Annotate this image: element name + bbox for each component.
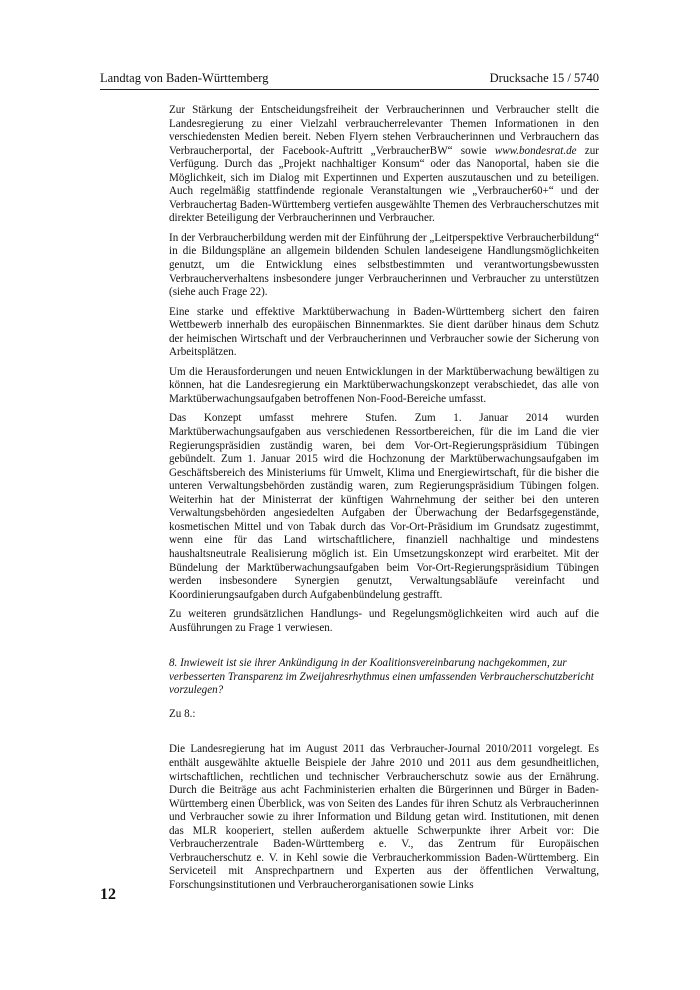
paragraph-concept-stages: Das Konzept umfasst mehrere Stufen. Zum 1. Januar 2014 wurden Marktüberwachungsaufgaben aus verschiedenen Ressortbereichen, für die im Land die vier Regierungspräsidien zuständig waren, bei dem Vor-Ort-Regierungspräsidium Tübingen gebündelt. Zum 1. Januar 2015 wird die Hochzonung der Marktüberwachungsaufgaben im Geschäftsbereich des Ministeriums für Umwelt, Klima und Energiewirtschaft, für die bisher die unteren Verwaltungsbehörden zuständig waren, zum Regierungspräsidium Tübingen folgen. Weiterhin hat der Ministerrat der künftigen Wahrnehmung der seither bei den unteren Verwaltungsbehörden angesiedelten Aufgaben der Überwachung der Bedarfsgegenstände, kosmetischen Mittel und von Tabak durch das Vor-Ort-Präsidium im Grundsatz zugestimmt, wenn eine für das Land wirtschaftlichere, finanziell nachhaltige und mindestens haushaltsneutrale Realisierung möglich ist. Ein Umsetzungskonzept wird erarbeitet. Mit der Bündelung der Marktüberwachungsaufgaben beim Vor-Ort-Regierungspräsidium Tübingen werden insbesondere Synergien genutzt, Verwaltungsabläufe vereinfacht und Koordinierungsaufgaben durch Aufgabenbündelung gestrafft. xyxy=(169,412,599,601)
paragraph-consumer-information: Zur Stärkung der Entscheidungsfreiheit der Verbraucherinnen und Verbraucher stellt die Landesregierung zu einer Vielzahl verbraucherrelevanter Themen Informationen in den verschiedensten Medien bereit. Neben Flyern stehen Verbraucherinnen und Verbrauchern das Verbraucherportal, der Facebook-Auftritt „VerbraucherBW“ sowie www.bondesrat.de zur Verfügung. Durch das „Projekt nachhaltiger Konsum“ oder das Nanoportal, haben sie die Möglichkeit, sich im Dialog mit Expertinnen und Experten auszutauschen und zu beteiligen. Auch regelmäßig stattfindende regionale Veranstaltungen wie „Verbraucher60+“ und der Verbrauchertag Baden-Württemberg vertiefen ausgewählte Themen des Verbraucherschutzes mit direkter Beteiligung der Verbraucherinnen und Verbraucher. xyxy=(169,104,599,225)
paragraph-market-surveillance: Eine starke und effektive Marktüberwachung in Baden-Württemberg sichert den fairen Wettbewerb innerhalb des europäischen Binnenmarktes. Sie dient darüber hinaus dem Schutz der heimischen Wirtschaft und der Verbraucherinnen und Verbraucher sowie der Sicherung von Arbeitsplätzen. xyxy=(169,305,599,359)
paragraph-consumer-journal: Die Landesregierung hat im August 2011 das Verbraucher-Journal 2010/2011 vorgelegt. Es enthält ausgewählte aktuelle Beispiele der Jahre 2010 und 2011 aus dem gesundheitlichen, wirtschaftlichen, rechtlichen und technischer Verbraucherschutz sowie aus der Ernährung. Durch die Beiträge aus acht Fachministerien erhalten die Bürgerinnen und Bürger in Baden-Württemberg einen Überblick, was von Seiten des Landes für ihren Schutz als Verbraucherinnen und Verbraucher sowie zu ihrer Information und Bildung getan wird. Institutionen, mit denen das MLR kooperiert, stellen außerdem aktuelle Schwerpunkte ihrer Arbeit vor: Die Verbraucherzentrale Baden-Württemberg e. V., das Zentrum für Europäischen Verbraucherschutz e. V. in Kehl sowie die Verbraucherkommission Baden-Württemberg. Ein Serviceteil mit Ansprechpartnern und Experten aus der öffentlichen Verwaltung, Forschungsinstitutionen und Verbraucherorganisationen sowie Links xyxy=(169,743,599,891)
page-body xyxy=(169,104,599,898)
paragraph-surveillance-concept: Um die Herausforderungen und neuen Entwicklungen in der Marktüberwachung bewältigen zu können, hat die Landesregierung ein Marktüberwachungskonzept verabschiedet, das alle von Marktüberwachungsaufgaben betroffenen Non-Food-Bereiche umfasst. xyxy=(169,365,599,405)
page-number: 12 xyxy=(100,886,116,903)
header-divider xyxy=(100,89,599,90)
answer-label: Zu 8.: xyxy=(169,707,196,720)
bondesrat-link[interactable]: www.bondesrat.de xyxy=(494,144,577,157)
question-8: 8. Inwieweit ist sie ihrer Ankündigung in der Koalitionsvereinbarung nachgekommen, zur verbesserten Transparenz im Zweijahresrhythmus einen umfassenden Verbraucherschutzbericht vorzulegen? xyxy=(169,657,594,697)
header-document-number: Drucksache 15 / 5740 xyxy=(489,71,599,85)
paragraph-consumer-education: In der Verbraucherbildung werden mit der Einführung der „Leitperspektive Verbraucherbildung“ in die Bildungspläne an allgemein bildenden Schulen landeseigene Handlungsmöglichkeiten genutzt, um die Entwicklung eines selbstbestimmten und verantwortungsbewussten Verbraucherverhaltens insbesondere junger Verbraucherinnen und Verbraucher zu unterstützen (siehe auch Frage 22). xyxy=(169,231,599,299)
header-left-title: Landtag von Baden-Württemberg xyxy=(100,71,269,85)
paragraph-further-options: Zu weiteren grundsätzlichen Handlungs- und Regelungsmöglichkeiten wird auch auf die Ausführungen zu Frage 1 verwiesen. xyxy=(169,608,599,634)
page-header xyxy=(100,70,599,86)
